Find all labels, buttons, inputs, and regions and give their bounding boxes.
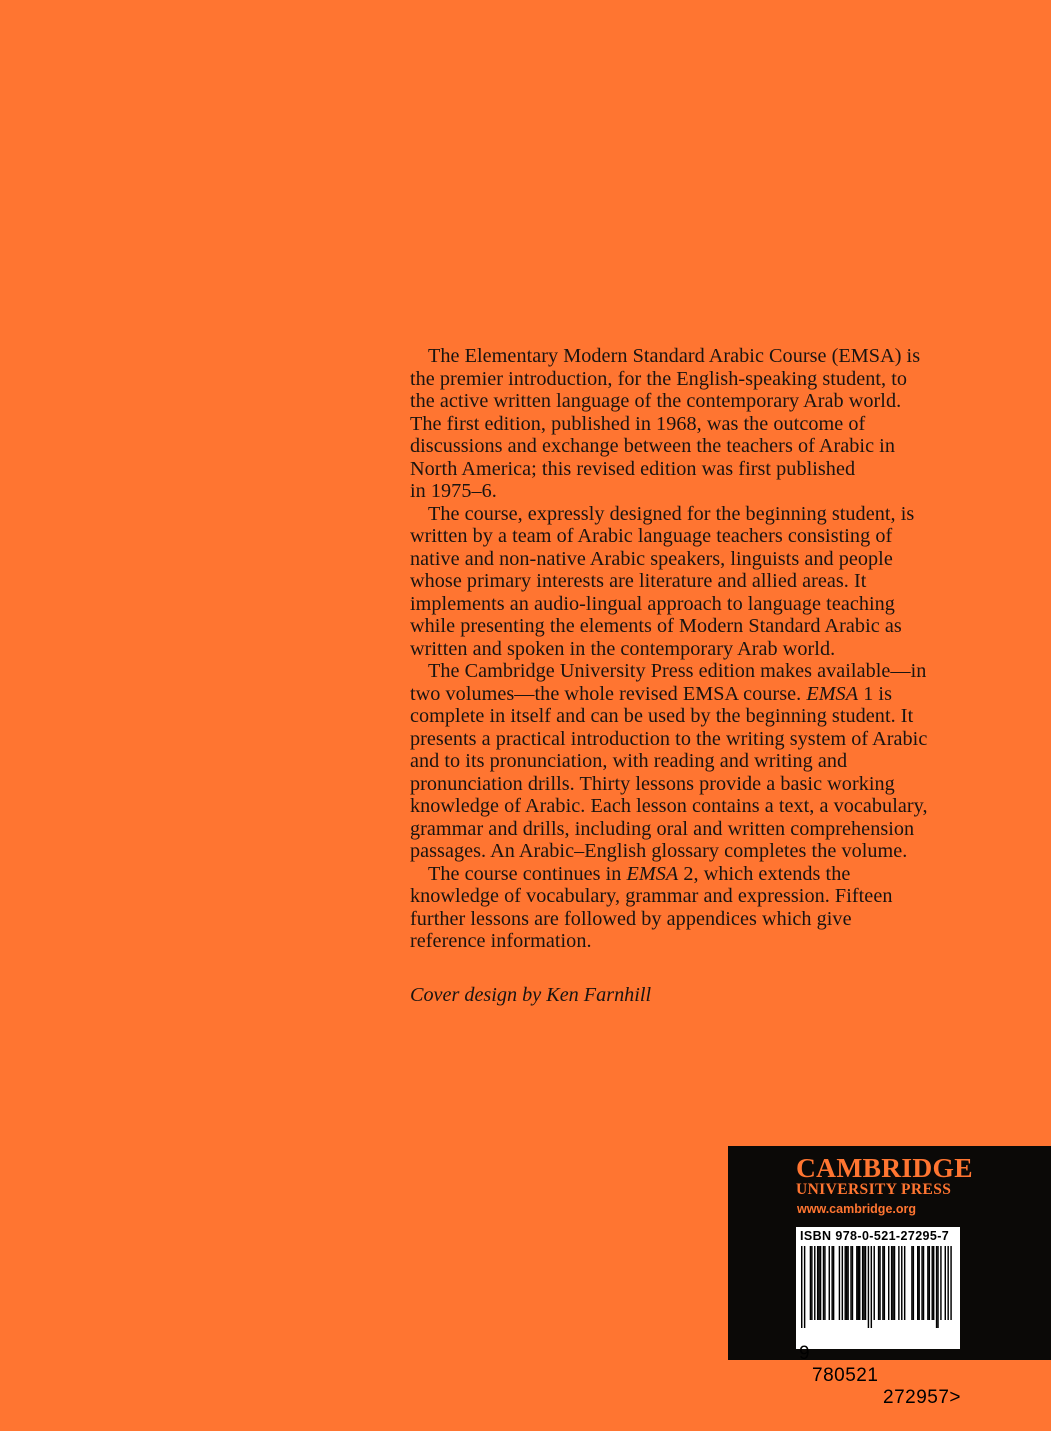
title-emphasis: EMSA (626, 862, 679, 885)
barcode-bar (888, 1246, 889, 1320)
barcode-bar (863, 1246, 864, 1320)
barcode-bar (904, 1246, 905, 1320)
barcode-bar (823, 1246, 824, 1320)
paragraph-2 (410, 503, 1010, 661)
barcode-bar (871, 1246, 872, 1328)
text-line (410, 683, 1010, 706)
publisher-panel (728, 1146, 1051, 1408)
barcode-icon (801, 1246, 955, 1330)
text-line: discussions and exchange between the teachers of Arabic in (410, 435, 895, 457)
barcode-digits (799, 1321, 962, 1431)
barcode-bar (937, 1246, 938, 1328)
text-line: the premier introduction, for the English-speaking student, to (410, 367, 908, 390)
text-line: knowledge of vocabulary, grammar and expression. Fifteen (410, 885, 893, 907)
cover-design-credit: Cover design by Ken Farnhill (410, 984, 652, 1006)
barcode-bar (845, 1246, 846, 1320)
barcode-bar (868, 1246, 869, 1328)
text-line: the active written language of the contemporary Arab world. (410, 390, 902, 412)
text-segment: 1 is (858, 682, 892, 705)
barcode-bar (882, 1246, 883, 1320)
barcode-bar (894, 1246, 895, 1320)
text-line: and to its pronunciation, with reading and writing and (410, 750, 848, 772)
text-line: native and non-native Arabic speakers, linguists and people (410, 547, 893, 570)
barcode-bar (847, 1246, 848, 1320)
barcode-bar (929, 1246, 930, 1320)
text-line: reference information. (410, 930, 592, 952)
text-line: grammar and drills, including oral and written comprehension (410, 817, 915, 840)
barcode-bar (850, 1246, 851, 1320)
paragraph-4 (410, 863, 1010, 953)
text-line: North America; this revised edition was first published (410, 457, 856, 480)
barcode-bar (824, 1246, 825, 1320)
publisher-name: CAMBRIDGE (796, 1152, 973, 1183)
barcode-bar (913, 1246, 914, 1320)
barcode-bar (891, 1246, 892, 1320)
barcode-bar (858, 1246, 859, 1320)
barcode-bar (833, 1246, 834, 1320)
barcode-bar (898, 1246, 899, 1320)
barcode-bar (923, 1246, 924, 1320)
barcode-bar (911, 1246, 912, 1320)
text-line: passages. An Arabic–English glossary completes the volume. (410, 840, 908, 862)
barcode-digits-right-text: 272957 (883, 1387, 950, 1408)
text-segment: The course continues in (428, 862, 627, 885)
barcode-digit-first: 9 (799, 1343, 811, 1364)
text-line: further lessons are followed by appendices which give (410, 907, 852, 930)
barcode-bar (852, 1246, 853, 1320)
text-line: The first edition, published in 1968, was the outcome of (410, 412, 866, 435)
barcode-bar (945, 1246, 946, 1320)
title-emphasis: EMSA (806, 682, 859, 705)
barcode-bar (936, 1246, 937, 1328)
barcode-bar (947, 1246, 948, 1320)
publisher-url: www.cambridge.org (797, 1202, 917, 1216)
barcode-bar (846, 1246, 847, 1320)
text-line: written and spoken in the contemporary Arab world. (410, 637, 836, 660)
text-line: The Cambridge University Press edition makes available—in (428, 660, 927, 682)
text-line: whose primary interests are literature and allied areas. It (410, 570, 867, 592)
barcode-bar (901, 1246, 902, 1320)
text-line: implements an audio-lingual approach to language teaching (410, 592, 895, 615)
barcode-bar (921, 1246, 922, 1320)
barcode-bar (831, 1246, 832, 1320)
barcode-bar (884, 1246, 885, 1320)
barcode-bar (801, 1246, 802, 1328)
publisher-subtitle: UNIVERSITY PRESS (796, 1181, 952, 1198)
barcode-bar (950, 1246, 951, 1320)
barcode-tail: > (949, 1387, 962, 1408)
barcode-bar (874, 1246, 875, 1320)
paragraph-1 (410, 345, 1010, 503)
text-line: The Elementary Modern Standard Arabic Course (EMSA) is (428, 345, 921, 367)
barcode-label (796, 1227, 962, 1408)
barcode-bar (933, 1246, 934, 1320)
barcode-bar (810, 1246, 811, 1320)
text-segment: 2, which extends the (678, 862, 851, 885)
text-line (410, 863, 1010, 886)
barcode-bar (856, 1246, 857, 1320)
barcode-bar (814, 1246, 815, 1320)
barcode-bar (842, 1246, 843, 1320)
barcode-digits-left: 780521 (812, 1365, 879, 1386)
barcode-bar (804, 1246, 805, 1328)
barcode-bar (820, 1246, 821, 1320)
text-line: presents a practical introduction to the writing system of Arabic (410, 727, 928, 750)
barcode-bar (865, 1246, 866, 1320)
isbn-text: ISBN 978-0-521-27295-7 (800, 1229, 950, 1243)
barcode-bar (892, 1246, 893, 1320)
barcode-bar (839, 1246, 840, 1320)
barcode-bar (811, 1246, 812, 1320)
blurb (410, 345, 1010, 953)
text-line: written by a team of Arabic language teachers consisting of (410, 525, 893, 547)
barcode-bar (918, 1246, 919, 1320)
barcode-bar (817, 1246, 818, 1320)
text-line: in 1975–6. (410, 480, 497, 502)
barcode-bar (862, 1246, 863, 1320)
barcode-bar (917, 1246, 918, 1320)
barcode-bar (859, 1246, 860, 1320)
barcode-bar (818, 1246, 819, 1320)
text-line: The course, expressly designed for the beginning student, is (428, 502, 915, 525)
barcode-bar (829, 1246, 830, 1320)
text-line: complete in itself and can be used by the beginning student. It (410, 705, 914, 727)
text-line: pronunciation drills. Thirty lessons provide a basic working (410, 772, 895, 795)
barcode-bar (940, 1246, 941, 1320)
text-segment: two volumes—the whole revised EMSA course. (410, 682, 807, 705)
text-line: knowledge of Arabic. Each lesson contains a text, a vocabulary, (410, 795, 928, 817)
barcode-bar (927, 1246, 928, 1320)
barcode-bar (879, 1246, 880, 1320)
text-line: while presenting the elements of Modern Standard Arabic as (410, 615, 902, 637)
barcode-bar (932, 1246, 933, 1320)
barcode-bar (878, 1246, 879, 1320)
paragraph-3 (410, 660, 1010, 863)
barcode-digits-right (883, 1387, 961, 1409)
